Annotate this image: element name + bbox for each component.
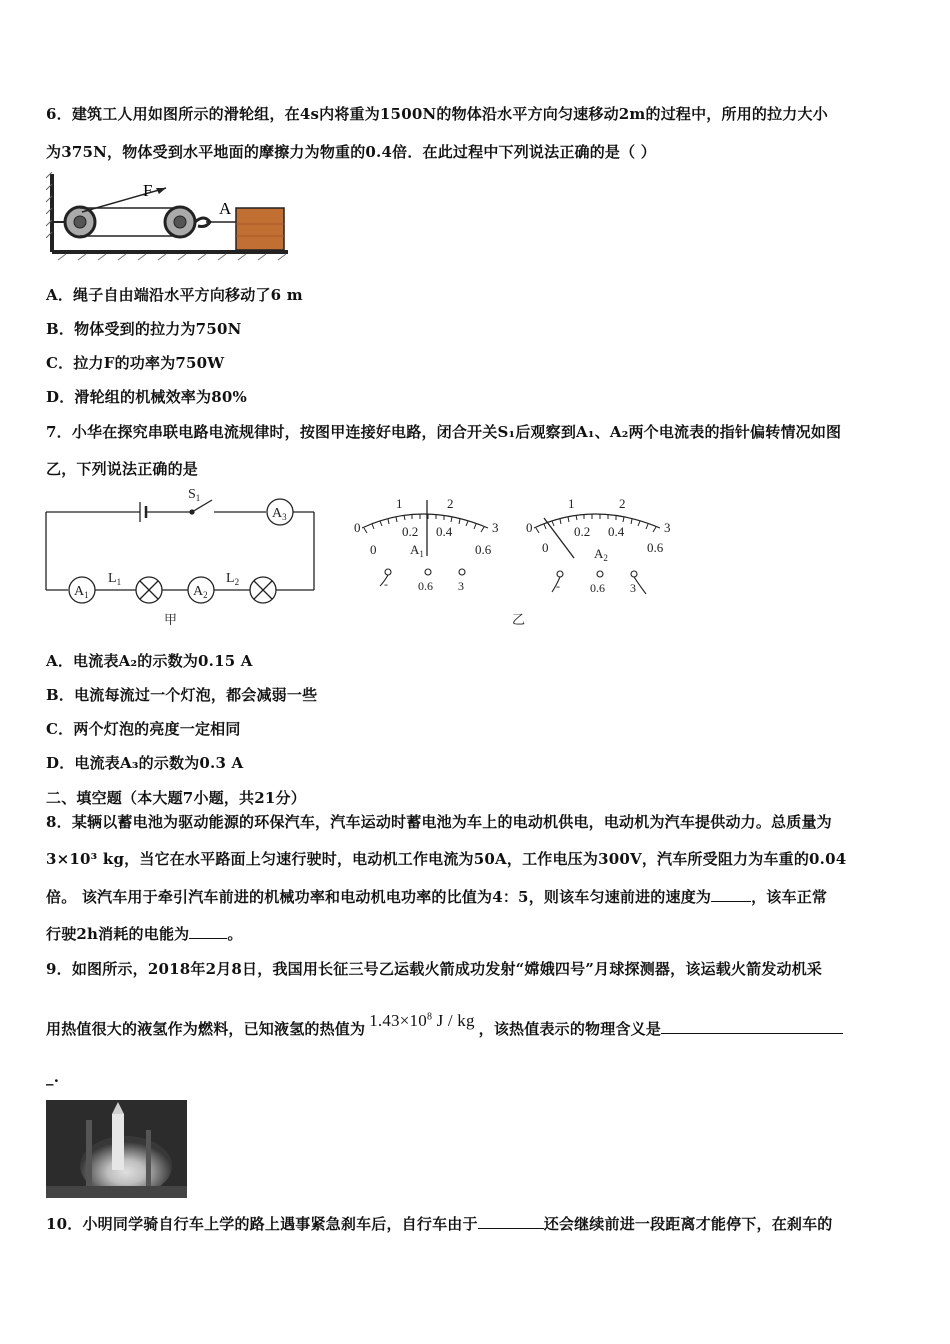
rocket-body	[112, 1114, 124, 1170]
meter-a2-pointer	[544, 518, 574, 558]
q9-blank-meaning[interactable]	[661, 1019, 843, 1034]
q7-stem-line2: 乙，下列说法正确的是	[46, 460, 199, 478]
a3-label: $A_3$	[272, 506, 287, 522]
l1-label: $L_1$	[108, 571, 122, 587]
meter-a2-bottom-0.4: 0.4	[608, 524, 625, 539]
a1-label: $A_1$	[74, 584, 89, 600]
meter-a2-term-06-label: 0.6	[590, 581, 605, 595]
launch-tower	[86, 1120, 92, 1190]
q8-stem-line2: 3×10³ kg，当它在水平路面上匀速行驶时，电动机工作电流为50A，工作电压为300V，汽车所受阻力为车重的0.04	[46, 850, 847, 868]
q8-stem-line4	[46, 923, 243, 944]
q10-blank-inertia[interactable]	[478, 1214, 544, 1229]
q6-option-c: C．拉力F的功率为750W	[46, 354, 225, 372]
pulley-figure	[46, 172, 292, 264]
q6-option-a: A．绳子自由端沿水平方向移动了6 m	[46, 286, 303, 304]
meter-a2-terminal-0.6	[597, 571, 603, 577]
ammeter-dials	[350, 490, 690, 630]
q8-line4-text: 行驶2h消耗的电能为	[46, 925, 190, 943]
q8-blank-energy[interactable]	[189, 924, 227, 939]
meter-a1-term-06-label: 0.6	[418, 579, 433, 593]
meter-a2-top-2: 2	[619, 496, 626, 511]
meter-a2-term-3-label: 3	[630, 581, 636, 595]
q8-stem-line3	[46, 886, 827, 907]
q8-blank-speed[interactable]	[711, 887, 751, 902]
meters-caption: 乙	[512, 612, 526, 627]
q9-stem-line3: _.	[46, 1068, 60, 1086]
meter-a2-term-neg-label: -	[556, 579, 560, 593]
meter-a1-top-2: 2	[447, 496, 454, 511]
q7-option-d: D．电流表A₃的示数为0.3 A	[46, 754, 244, 772]
meter-a1-bottom-0.2: 0.2	[402, 524, 419, 539]
switch-label: $S_1$	[188, 487, 201, 503]
meter-a1-label: $A_1$	[410, 542, 424, 559]
q9-line2-text: 用热值很大的液氢作为燃料，已知液氢的热值为	[46, 1020, 366, 1038]
rocket-launch-photo	[46, 1100, 187, 1198]
q10-line1-text: 10．小明同学骑自行车上学的路上遇事紧急刹车后，自行车由于	[46, 1215, 478, 1233]
q6-stem-line1: 6．建筑工人用如图所示的滑轮组，在4s内将重为1500N的物体沿水平方向匀速移动2m的过程中，所用的拉力大小	[46, 105, 828, 123]
q8-line3-text: 倍。 该汽车用于牵引汽车前进的机械功率和电动机电功率的比值为4：5，则该车匀速前进的速度为	[46, 888, 712, 906]
force-arrow	[156, 188, 166, 194]
meter-a2-top-3: 3	[664, 520, 671, 535]
meter-a1	[354, 496, 499, 593]
q7-stem-line1: 7．小华在探究串联电路电流规律时，按图甲连接好电路，闭合开关S₁后观察到A₁、A₂两个电流表的指针偏转情况如图	[46, 423, 842, 441]
meter-a2-bottom-zero: 0	[542, 540, 549, 555]
meter-a2-bottom-0.2: 0.2	[574, 524, 591, 539]
q8-line3-tail: ，该车正常	[751, 888, 828, 906]
meter-a1-term-3-label: 3	[458, 579, 464, 593]
circuit-caption: 甲	[164, 612, 178, 627]
meter-a1-top-1: 1	[396, 496, 403, 511]
q7-option-c: C．两个灯泡的亮度一定相同	[46, 720, 241, 738]
meter-a1-terminal-0.6	[425, 569, 431, 575]
meter-a2	[526, 496, 671, 595]
q9-stem-line1: 9．如图所示，2018年2月8日，我国用长征三号乙运载火箭成功发射“嫦娥四号”月球探测器，该运载火箭发动机采	[46, 960, 823, 978]
q6-stem-line2: 为375N，物体受到水平地面的摩擦力为物重的0.4倍．在此过程中下列说法正确的是（ ）	[46, 143, 656, 161]
meter-a1-bottom-0.4: 0.4	[436, 524, 453, 539]
q8-line4-tail: 。	[227, 925, 243, 943]
circuit-diagram	[40, 482, 330, 632]
meter-a2-top-1: 1	[568, 496, 575, 511]
meter-a1-bottom-0.6: 0.6	[475, 542, 492, 557]
q7-option-b: B．电流每流过一个灯泡，都会减弱一些	[46, 686, 318, 704]
section-2-heading: 二、填空题（本大题7小题，共21分）	[46, 789, 306, 807]
q9-line2-tail: ，该热值表示的物理含义是	[478, 1020, 662, 1038]
a2-label: $A_2$	[193, 584, 208, 600]
meter-a2-top-zero: 0	[526, 520, 533, 535]
q9-heat-value-formula: $1.43\times 10^8$ J / kg	[369, 1011, 475, 1030]
q10-stem-line1	[46, 1213, 833, 1234]
force-label-F: F	[143, 181, 153, 200]
q8-stem-line1: 8．某辆以蓄电池为驱动能源的环保汽车，汽车运动时蓄电池为车上的电动机供电，电动机为汽车提供动力。总质量为	[46, 813, 832, 831]
q7-option-a: A．电流表A₂的示数为0.15 A	[46, 652, 253, 670]
block-object	[236, 208, 284, 250]
q6-option-b: B．物体受到的拉力为750N	[46, 320, 242, 338]
object-label-A: A	[219, 199, 232, 218]
meter-a1-top-zero: 0	[354, 520, 361, 535]
q10-line1-tail: 还会继续前进一段距离才能停下，在刹车的	[543, 1215, 833, 1233]
meter-a1-bottom-zero: 0	[370, 542, 377, 557]
q9-stem-line2	[46, 1011, 843, 1039]
q6-option-d: D．滑轮组的机械效率为80%	[46, 388, 247, 406]
meter-a2-bottom-0.6: 0.6	[647, 540, 664, 555]
meter-a1-top-3: 3	[492, 520, 499, 535]
l2-label: $L_2$	[226, 571, 240, 587]
meter-a2-label: $A_2$	[594, 546, 608, 563]
meter-a1-terminal-3	[459, 569, 465, 575]
meter-a1-term-neg-label: -	[384, 577, 388, 591]
